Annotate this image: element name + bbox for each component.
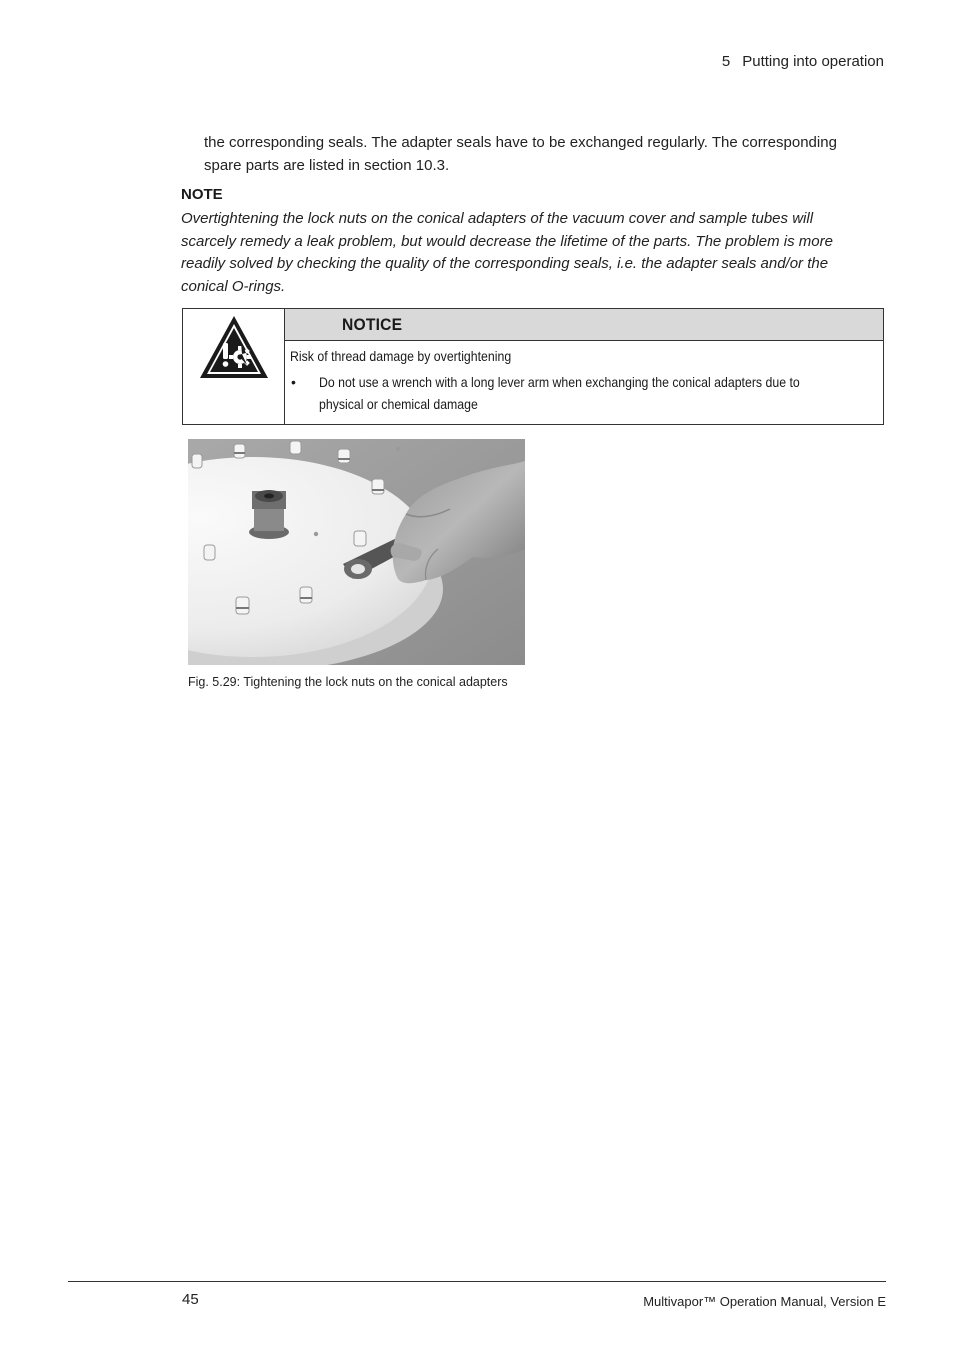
notice-bullet xyxy=(290,371,877,415)
note-line: Overtightening the lock nuts on the conical adapters of the vacuum cover and sample tubes will xyxy=(181,210,814,227)
chapter-number: 5 xyxy=(721,53,731,70)
note-body xyxy=(181,208,885,298)
notice-title-bar xyxy=(285,309,883,341)
property-damage-warning-icon xyxy=(197,313,271,381)
note-line: scarcely remedy a leak problem, but would decrease the lifetime of the parts. The problem is more xyxy=(181,232,833,250)
notice-icon-cell xyxy=(183,309,285,424)
wrench-adapter-photo xyxy=(188,439,525,665)
manual-title: Multivapor™ Operation Manual, Version E xyxy=(643,1294,886,1309)
bullet-line: Do not use a wrench with a long lever arm when exchanging the conical adapters due to xyxy=(319,374,800,390)
footer-rule xyxy=(68,1281,886,1282)
figure-photo xyxy=(188,439,525,665)
bullet-text xyxy=(319,371,877,415)
note-heading: NOTE xyxy=(181,186,223,203)
note-line: conical O-rings. xyxy=(181,277,286,295)
notice-title: NOTICE xyxy=(342,314,403,334)
notice-box xyxy=(182,308,884,425)
notice-content xyxy=(285,309,883,424)
notice-risk: Risk of thread damage by overtightening xyxy=(290,348,512,364)
running-header xyxy=(722,53,884,70)
bullet-mark: • xyxy=(291,374,296,390)
text-line: spare parts are listed in section 10.3. xyxy=(204,157,450,174)
continuation-paragraph xyxy=(204,131,884,177)
notice-text xyxy=(285,341,883,415)
text-line: the corresponding seals. The adapter seals have to be exchanged regularly. The corresponding xyxy=(204,134,837,151)
figure-caption: Fig. 5.29: Tightening the lock nuts on the conical adapters xyxy=(188,675,508,689)
chapter-title: Putting into operation xyxy=(742,53,884,70)
note-line: readily solved by checking the quality of the corresponding seals, i.e. the adapter seals and/or the xyxy=(181,255,829,272)
bullet-line: physical or chemical damage xyxy=(319,396,478,412)
page-number: 45 xyxy=(182,1291,199,1308)
